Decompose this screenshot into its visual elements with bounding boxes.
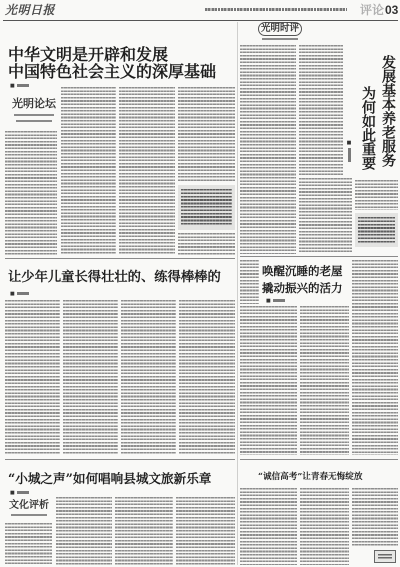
article-headline [8, 46, 216, 80]
byline-author [273, 299, 285, 302]
column-logo-culture [8, 499, 52, 519]
byline-marker: ■ [10, 490, 15, 496]
body-text-column [178, 233, 235, 255]
byline-author [348, 148, 351, 162]
column-logo-subtext [16, 120, 52, 122]
body-text-column [240, 260, 259, 304]
byline [10, 490, 29, 496]
body-text-column [352, 488, 398, 546]
body-text-column [178, 87, 235, 182]
article-headline [262, 263, 343, 297]
article-divider [5, 459, 235, 460]
body-text-column [240, 306, 297, 455]
column-logo-subtext [14, 114, 54, 116]
body-text-column [179, 300, 235, 455]
article-divider [240, 459, 398, 460]
body-text-column [63, 300, 118, 455]
headline-line: “小城之声”如何唱响县城文旅新乐章 [8, 471, 212, 486]
pull-quote-box [178, 185, 235, 230]
byline-author [17, 491, 29, 494]
body-text-column [61, 87, 116, 255]
body-text-column [240, 45, 296, 254]
body-text-column [352, 260, 398, 455]
headline-line: 让少年儿童长得壮壮的、练得棒棒的 [8, 270, 221, 285]
article-divider [240, 256, 398, 257]
pull-quote-text [358, 217, 395, 243]
byline [346, 140, 352, 162]
byline [266, 298, 285, 304]
pull-quote-box [355, 213, 398, 247]
byline [10, 83, 29, 89]
pull-quote-text [181, 189, 232, 226]
body-text-column [299, 178, 352, 254]
column-logo-label: 光明论坛 [12, 97, 56, 110]
column-logo-subtext [262, 38, 298, 40]
section-divider [237, 22, 238, 565]
byline-author [17, 292, 29, 295]
body-text-column [115, 497, 173, 565]
byline-marker: ■ [10, 83, 15, 89]
headline-line: 撬动振兴的活力 [262, 281, 343, 295]
column-logo-commentary: 光明时评 [258, 22, 302, 36]
body-text-column [5, 300, 60, 455]
byline-author [17, 84, 29, 87]
byline-marker: ■ [346, 140, 352, 146]
body-text-column [176, 497, 235, 565]
column-logo-label: 文化评析 [9, 500, 49, 511]
body-text-column [355, 180, 398, 210]
headline-line: 中国特色社会主义的深厚基础 [8, 62, 217, 81]
header-rule [3, 20, 398, 21]
section-name: 评论 [360, 3, 385, 17]
vertical-headline-line: 发展基本养老服务 [380, 55, 396, 167]
issue-info-strip [205, 8, 347, 11]
headline-line: 唤醒沉睡的老屋 [262, 264, 343, 278]
page-number: 03 [385, 3, 399, 17]
body-text-column [300, 488, 349, 565]
byline-marker: ■ [10, 291, 15, 297]
article-divider [5, 258, 235, 259]
article-headline [258, 472, 362, 482]
headline-line: “诚信高考”让青春无悔绽放 [258, 472, 363, 482]
headline-line: 中华文明是开辟和发展 [8, 45, 169, 64]
body-text-column [121, 300, 176, 455]
column-logo-subtext [11, 514, 47, 516]
site-logo-mark [374, 550, 396, 563]
body-text-column [5, 523, 52, 565]
site-logo-lettering [378, 554, 392, 559]
article-headline [8, 270, 221, 285]
vertical-headline-line: 为何如此重要 [360, 86, 376, 170]
body-text-column [240, 488, 297, 565]
masthead-logo: 光明日报 [5, 3, 56, 17]
byline-marker: ■ [266, 298, 271, 304]
body-text-column [119, 87, 175, 255]
article-headline [8, 471, 211, 486]
byline [10, 291, 29, 297]
body-text-column [300, 306, 349, 455]
body-text-column [5, 131, 57, 255]
body-text-column [299, 45, 343, 175]
body-text-column [56, 497, 112, 565]
column-logo-forum [10, 97, 58, 127]
